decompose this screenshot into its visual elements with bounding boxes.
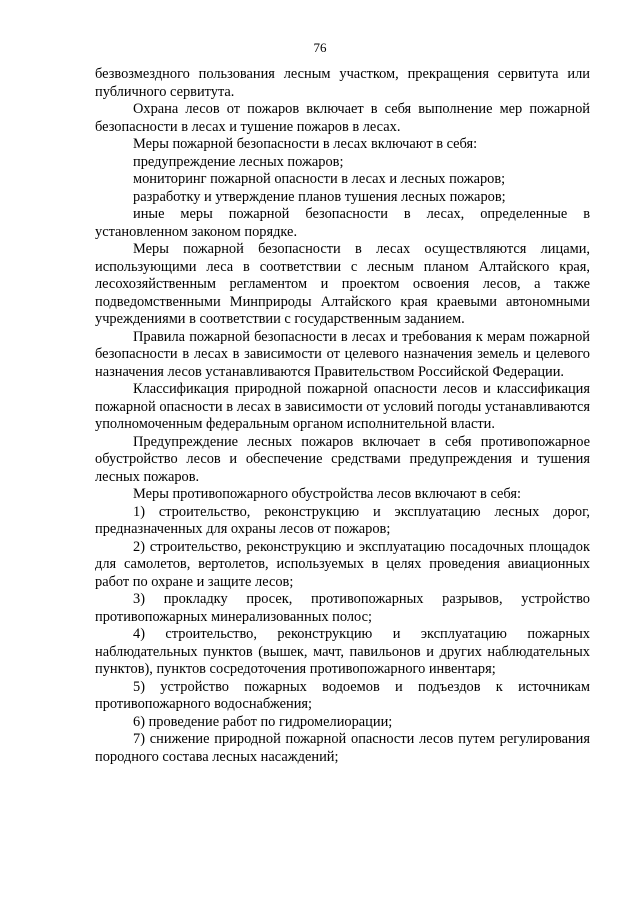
paragraph: Правила пожарной безопасности в лесах и требования к мерам пожарной безопасности в лесах в зависимости от целевого назначения земель и целевого назначения лесов устанавливаются Правительством Российской Федерации.: [95, 328, 590, 380]
list-item: 3) прокладку просек, противопожарных разрывов, устройство противопожарных минерализованных полос;: [95, 591, 590, 625]
list-item: 6) проведение работ по гидромелиорации;: [133, 713, 393, 730]
list-item: предупреждение лесных пожаров;: [133, 153, 344, 170]
paragraph: Охрана лесов от пожаров включает в себя выполнение мер пожарной безопасности в лесах и тушение пожаров в лесах.: [95, 101, 590, 135]
paragraph: Меры противопожарного обустройства лесов включают в себя:: [133, 486, 521, 502]
list-item: 7) снижение природной пожарной опасности лесов путем регулирования породного состава лесных насаждений;: [95, 731, 590, 765]
list-item: 5) устройство пожарных водоемов и подъездов к источникам противопожарного водоснабжения;: [95, 678, 590, 712]
list-item: разработку и утверждение планов тушения лесных пожаров;: [133, 188, 506, 205]
paragraph: Меры пожарной безопасности в лесах включают в себя:: [133, 136, 478, 152]
list-item: 4) строительство, реконструкцию и эксплуатацию пожарных наблюдательных пунктов (вышек, мачт, павильонов и других наблюдательных пунктов), пунктов сосредоточения противопожарного инвентаря;: [95, 626, 590, 677]
list-item: 1) строительство, реконструкцию и эксплуатацию лесных дорог, предназначенных для охраны лесов от пожаров;: [95, 503, 590, 537]
page-number: 76: [313, 40, 327, 55]
paragraph: Предупреждение лесных пожаров включает в себя противопожарное обустройство лесов и обеспечение средствами предупреждения и тушения лесных пожаров.: [95, 433, 590, 485]
list-item: мониторинг пожарной опасности в лесах и лесных пожаров;: [133, 171, 506, 187]
document-body: [95, 66, 590, 766]
list-item: 2) строительство, реконструкцию и эксплуатацию посадочных площадок для самолетов, вертолетов, используемых в целях проведения авиационных работ по охране и защите лесов;: [95, 538, 590, 590]
paragraph: безвозмездного пользования лесным участком, прекращения сервитута или публичного сервитута.: [95, 66, 590, 100]
paragraph: Меры пожарной безопасности в лесах осуществляются лицами, использующими леса в соответствии с лесным планом Алтайского края, лесохозяйственным регламентом и проектом освоения лесов, а также подведомственными Минприроды Алтайского края краевыми автономными учреждениями в соответствии с государственным заданием.: [95, 241, 590, 327]
paragraph: Классификация природной пожарной опасности лесов и классификация пожарной опасности в лесах в зависимости от условий погоды устанавливаются уполномоченным федеральным органом исполнительной власти.: [95, 381, 590, 432]
list-item: иные меры пожарной безопасности в лесах, определенные в установленном законом порядке.: [95, 206, 590, 240]
